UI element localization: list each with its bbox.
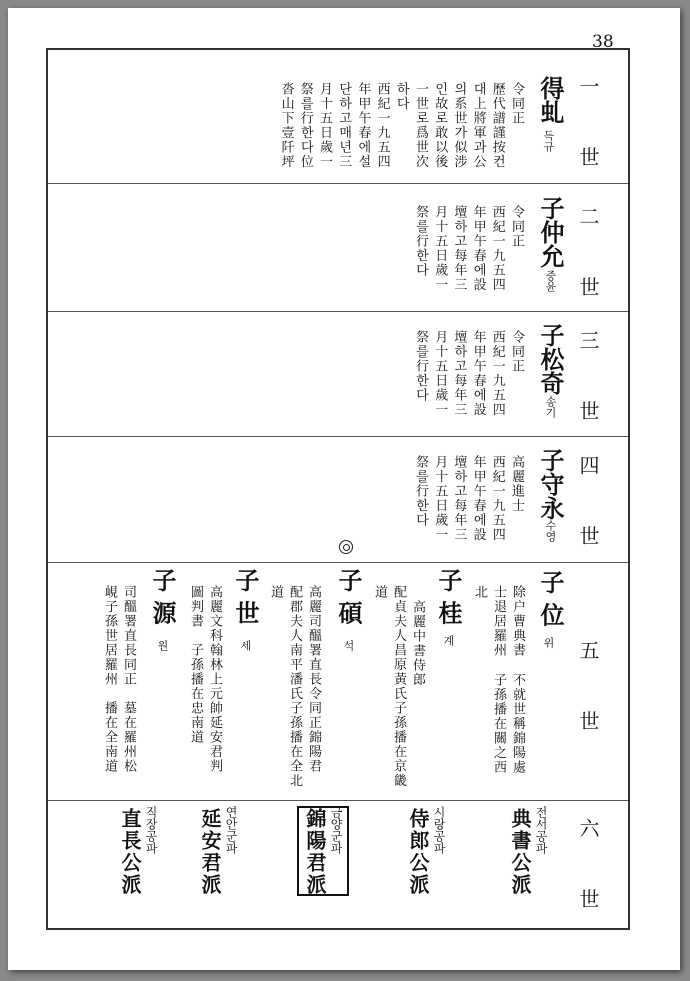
note-line: 祭를行한다: [413, 455, 428, 528]
generation-label: 五 世: [576, 640, 600, 753]
generation-label: 四 世: [576, 455, 600, 568]
note-line: 西紀一九五四: [489, 455, 505, 542]
note-line: 月十五日歲一: [432, 455, 448, 542]
note-line: 高麗中書侍郎: [410, 600, 425, 687]
note-line: 壇하고每年三: [451, 205, 467, 292]
generation-label: 六 世: [576, 818, 600, 931]
note-line: 대上將軍과公: [470, 82, 486, 169]
generation-label: 二 世: [576, 206, 600, 319]
branch-hangul: 시랑공파: [432, 806, 446, 854]
branch-name: 侍郎公派: [406, 808, 430, 896]
note-line: 의系世가似涉: [451, 82, 467, 169]
note-line: 不就世稱錦陽處: [510, 673, 525, 775]
note-line: 道: [372, 585, 387, 600]
note-line: 年甲午春에設: [470, 330, 486, 417]
person-name: 子 世: [231, 568, 260, 625]
note-line: 西紀一九五四: [489, 330, 505, 417]
note-line: 圖判書 子孫播在忠南道: [188, 585, 203, 745]
person-hangul: 송기: [544, 396, 557, 418]
note-line: 壇하고每年三: [451, 455, 467, 542]
note-line: 祭를行한다: [413, 205, 428, 278]
note-line: 配貞夫人昌原黃氏子孫播在京畿: [391, 585, 406, 788]
branch-hangul: 전서공파: [534, 806, 548, 854]
person-hangul: 세: [239, 640, 252, 651]
note-line: 配郡夫人南平潘氏子孫播在全北: [287, 585, 302, 788]
row-divider: [48, 311, 628, 312]
note-line: 하다: [393, 82, 409, 111]
person-hangul: 중윤: [544, 270, 557, 292]
note-line: 壇하고每年三: [451, 330, 467, 417]
person-hangul: 수영: [544, 520, 557, 542]
generation-label: 三 世: [576, 330, 600, 443]
branch-hangul: 연안군파: [224, 806, 238, 854]
note-line: 祭를行한다: [413, 330, 428, 403]
person-name: 子 碩: [334, 568, 363, 625]
row-divider: [48, 800, 628, 801]
note-line: 北: [472, 585, 487, 600]
note-line: 高麗進士: [509, 455, 524, 513]
branch-name: 錦陽君派: [303, 808, 327, 896]
branch-name: 延安君派: [198, 808, 222, 896]
person-name: 子 源: [148, 568, 177, 625]
note-line: 西紀一九五四: [489, 205, 505, 292]
note-line: 歷代譜謹按컨: [489, 82, 505, 169]
note-line: 一世로爲世次: [413, 82, 428, 169]
note-line: 高麗司醞署直長令同正錦陽君: [306, 585, 321, 774]
branch-hangul: 직장공파: [144, 806, 158, 854]
circle-mark-icon: [339, 540, 353, 554]
person-hangul: 계: [442, 635, 455, 646]
person-name: 子 位: [536, 570, 565, 627]
generation-label: 一 世: [576, 76, 600, 189]
note-line: 年甲午春에設: [470, 455, 486, 542]
note-line: 令同正: [509, 82, 524, 126]
note-line: 司醞署直長同正 墓在羅州松: [121, 585, 136, 774]
branch-hangul: 금양군파: [329, 806, 343, 854]
note-line: 除户曹典書: [510, 585, 525, 658]
note-line: 年甲午春에설: [355, 82, 371, 169]
person-name: 子守永: [536, 448, 565, 520]
note-line: 峴子孫世居羅州 播在全南道: [102, 585, 117, 774]
note-line: 年甲午春에設: [470, 205, 486, 292]
row-divider: [48, 562, 628, 563]
person-name: 子 桂: [434, 568, 463, 625]
person-hangul: 석: [342, 640, 355, 651]
page-number: 38: [592, 32, 614, 52]
note-line: 子孫播在關之西: [491, 673, 506, 775]
note-line: 令同正: [509, 330, 524, 374]
note-line: 단하고매년三: [336, 82, 352, 169]
person-hangul: 원: [156, 640, 169, 651]
highlight-box: [297, 806, 349, 896]
note-line: 月十五日歲一: [432, 205, 448, 292]
note-line: 沓山下壹阡坪: [278, 82, 294, 169]
note-line: 士退居羅州: [491, 585, 506, 658]
note-line: 道: [268, 585, 283, 600]
row-divider: [48, 183, 628, 184]
note-line: 祭를行한다位: [297, 82, 313, 169]
person-hangul: 위: [542, 637, 555, 648]
note-line: 月十五日歲一: [432, 330, 448, 417]
note-line: 인故로敢以後: [432, 82, 448, 169]
person-name: 子仲允: [536, 196, 565, 268]
note-line: 西紀一九五四: [374, 82, 390, 169]
person-name: 得虬: [536, 76, 565, 124]
branch-name: 典書公派: [508, 808, 532, 896]
person-name: 子松奇: [536, 323, 565, 395]
note-line: 令同正: [509, 205, 524, 249]
note-line: 月十五日歲一: [317, 82, 332, 169]
person-hangul: 득규: [542, 130, 555, 152]
row-divider: [48, 436, 628, 437]
note-line: 高麗文科翰林上元帥延安君判: [207, 585, 222, 774]
branch-name: 直長公派: [118, 808, 142, 896]
